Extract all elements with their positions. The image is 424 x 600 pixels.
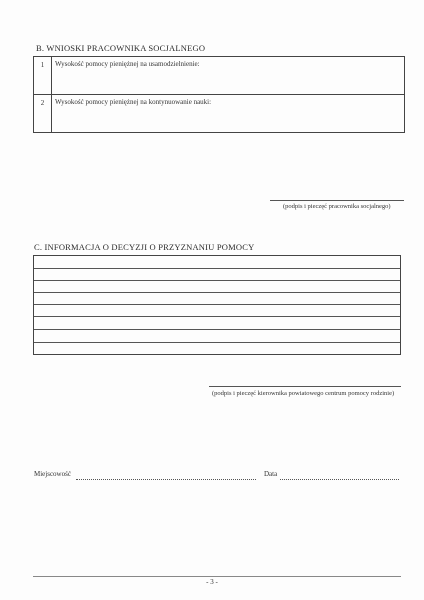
table-row (34, 57, 405, 95)
section-b-title: B. WNIOSKI PRACOWNIKA SOCJALNEGO (36, 43, 206, 53)
ruled-line (34, 292, 400, 293)
date-label: Data (264, 470, 278, 478)
ruled-line (34, 329, 400, 330)
director-signature-caption: (podpis i pieczęć kierownika powiatowego centrum pomocy rodzinie) (212, 390, 395, 397)
table-row (34, 95, 405, 133)
social-worker-signature-line (270, 200, 404, 201)
director-signature-line (209, 386, 401, 387)
ruled-line (34, 304, 400, 305)
row-label-independence: Wysokość pomocy pieniężnej na usamodzielnienie: (52, 57, 405, 95)
ruled-line (34, 280, 400, 281)
row-number: 2 (34, 95, 52, 133)
social-worker-signature-caption: (podpis i pieczęć pracownika socjalnego) (283, 203, 391, 210)
row-label-education: Wysokość pomocy pieniężnej na kontynuowanie nauki: (52, 95, 405, 133)
ruled-line (34, 342, 400, 343)
footer-divider (33, 576, 401, 577)
ruled-line (34, 316, 400, 317)
ruled-line (34, 268, 400, 269)
section-b-table (33, 56, 405, 133)
decision-info-box (33, 255, 401, 355)
section-c-title: C. INFORMACJA O DECYZJI O PRZYZNANIU POMOCY (34, 242, 255, 252)
place-field[interactable] (76, 479, 256, 480)
row-number: 1 (34, 57, 52, 95)
page-number: - 3 - (206, 578, 218, 586)
place-label: Miejscowość (34, 470, 71, 478)
date-field[interactable] (280, 479, 399, 480)
